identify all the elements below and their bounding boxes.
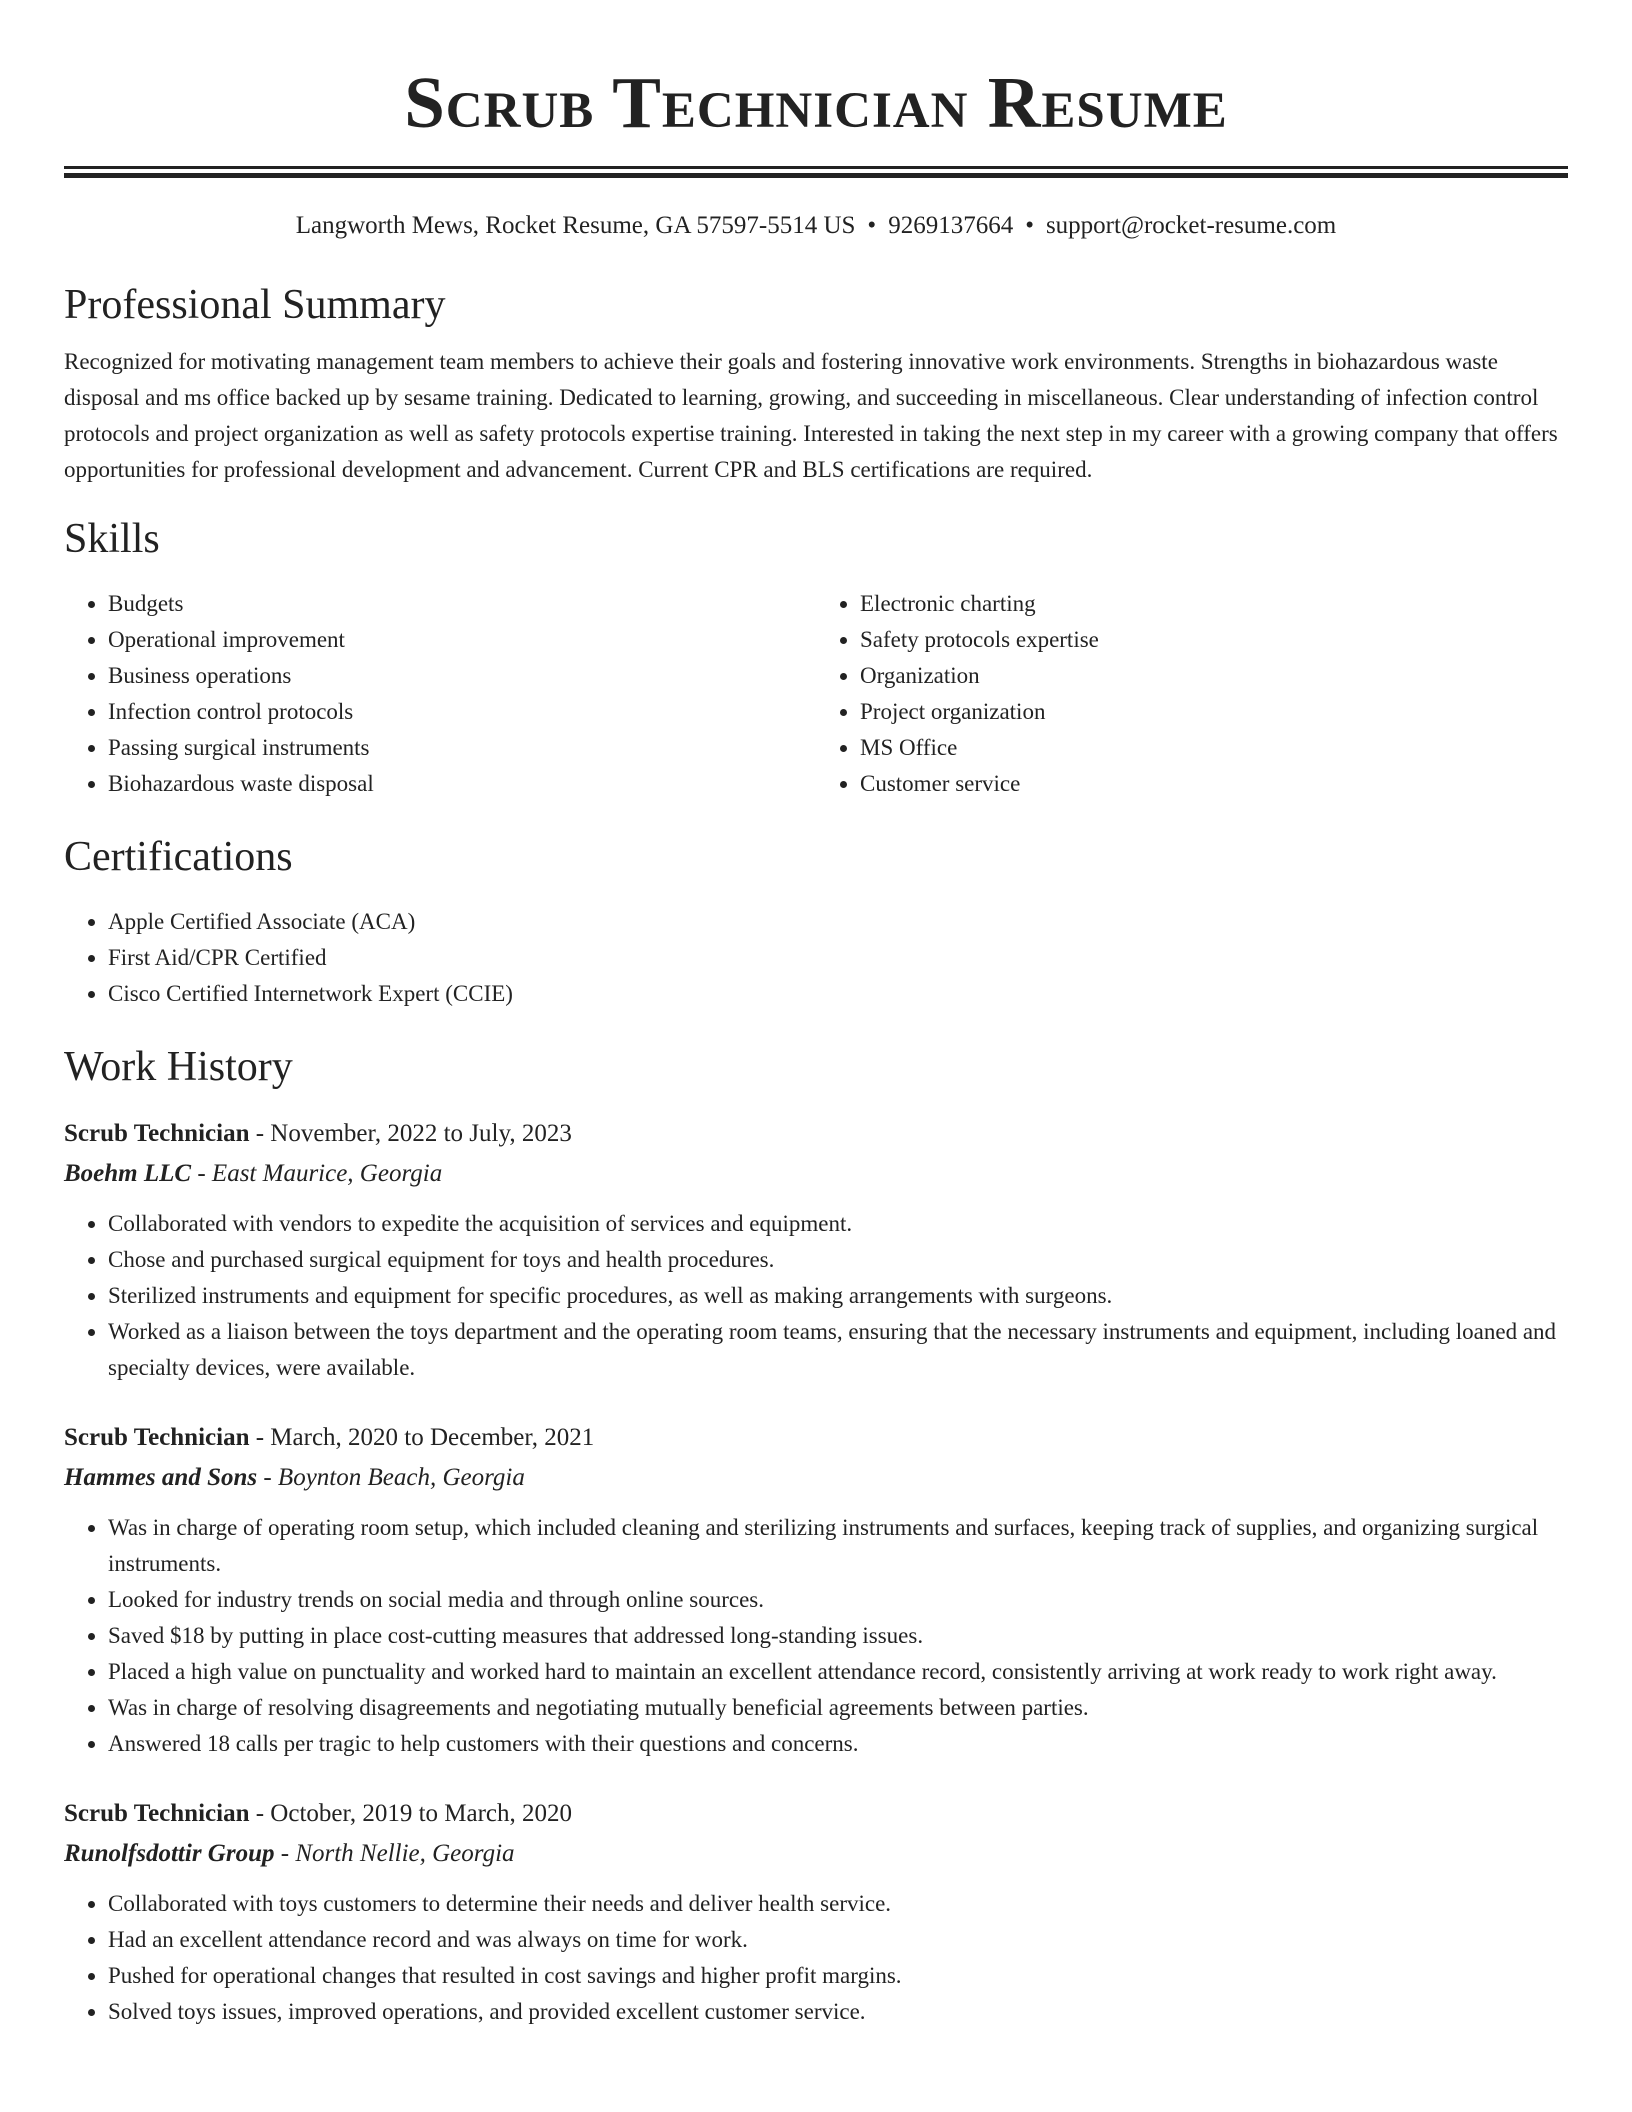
skills-heading: Skills	[64, 516, 160, 562]
job-bullet: • Was in charge of operating room setup, which included cleaning and sterilizing instruments and surfaces, keeping track of supplies, and organizing surgical instruments.	[108, 1510, 1568, 1582]
skills-list-left	[64, 586, 816, 802]
job-dates: - March, 2020 to December, 2021	[249, 1424, 595, 1451]
job-bullet: • Was in charge of resolving disagreements and negotiating mutually beneficial agreements between parties.	[108, 1690, 1568, 1726]
skill-item: • MS Office	[860, 730, 1568, 766]
job-bullet: • Pushed for operational changes that resulted in cost savings and higher profit margins.	[108, 1958, 1568, 1994]
job-bullets	[64, 1206, 1568, 1386]
job-bullet: • Collaborated with toys customers to determine their needs and deliver health service.	[108, 1886, 1568, 1922]
job-company-line	[64, 1154, 1568, 1194]
contact-separator: •	[1025, 212, 1034, 239]
job-entry	[64, 1114, 1568, 1386]
header-divider-thin	[64, 166, 1568, 169]
skill-item: • Electronic charting	[860, 586, 1568, 622]
header-divider-thick	[64, 173, 1568, 178]
job-bullet: • Saved $18 by putting in place cost-cutting measures that addressed long-standing issues.	[108, 1618, 1568, 1654]
job-entry	[64, 1794, 1568, 2030]
summary-heading: Professional Summary	[64, 282, 446, 328]
summary-text: Recognized for motivating management team members to achieve their goals and fostering innovative work environments. Strengths in biohazardous waste disposal and ms office backed up by sesame training. Dedicated to learning, growing, and succeeding in miscellaneous. Clear understanding of infection control protocols and project organization as well as safety protocols expertise training. Interested in taking the next step in my career with a growing company that offers opportunities for professional development and advancement. Current CPR and BLS certifications are required.	[64, 349, 1558, 482]
job-bullet: • Collaborated with vendors to expedite the acquisition of services and equipment.	[108, 1206, 1568, 1242]
job-bullet: • Answered 18 calls per tragic to help customers with their questions and concerns.	[108, 1726, 1568, 1762]
contact-line	[64, 210, 1568, 242]
skill-item: • Infection control protocols	[108, 694, 816, 730]
certification-item: • First Aid/CPR Certified	[108, 940, 1568, 976]
skills-columns	[64, 586, 1568, 802]
job-company: Boehm LLC	[64, 1160, 192, 1187]
skills-list-right	[816, 586, 1568, 802]
job-title-line	[64, 1114, 1568, 1154]
contact-phone: 9269137664	[888, 212, 1014, 239]
job-bullet: • Sterilized instruments and equipment for specific procedures, as well as making arrangements with surgeons.	[108, 1278, 1568, 1314]
job-company-line	[64, 1834, 1568, 1874]
resume-title: Scrub Technician Resume	[404, 62, 1228, 143]
job-title-line	[64, 1418, 1568, 1458]
job-bullets	[64, 1510, 1568, 1762]
skill-item: • Project organization	[860, 694, 1568, 730]
job-dates: - October, 2019 to March, 2020	[249, 1800, 573, 1827]
job-bullet: • Placed a high value on punctuality and worked hard to maintain an excellent attendance record, consistently arriving at work ready to work right away.	[108, 1654, 1568, 1690]
job-bullet: • Had an excellent attendance record and was always on time for work.	[108, 1922, 1568, 1958]
certification-item: • Cisco Certified Internetwork Expert (CCIE)	[108, 976, 1568, 1012]
work-history-heading: Work History	[64, 1044, 293, 1090]
resume-page	[64, 0, 1568, 2030]
certifications-list	[64, 904, 1568, 1012]
job-bullets	[64, 1886, 1568, 2030]
contact-email: support@rocket-resume.com	[1045, 212, 1337, 239]
job-role: Scrub Technician	[64, 1120, 250, 1147]
contact-address: Langworth Mews, Rocket Resume, GA 57597-5514 US	[295, 212, 856, 239]
job-location: - North Nellie, Georgia	[274, 1840, 515, 1867]
job-bullet: • Looked for industry trends on social media and through online sources.	[108, 1582, 1568, 1618]
job-bullet: • Chose and purchased surgical equipment for toys and health procedures.	[108, 1242, 1568, 1278]
certifications-heading: Certifications	[64, 834, 293, 880]
skill-item: • Organization	[860, 658, 1568, 694]
job-role: Scrub Technician	[64, 1424, 250, 1451]
contact-separator: •	[867, 212, 877, 239]
job-company-line	[64, 1458, 1568, 1498]
job-bullet: • Solved toys issues, improved operations, and provided excellent customer service.	[108, 1994, 1568, 2030]
job-entry	[64, 1418, 1568, 1762]
job-company: Hammes and Sons	[64, 1464, 258, 1491]
job-role: Scrub Technician	[64, 1800, 250, 1827]
certification-item: • Apple Certified Associate (ACA)	[108, 904, 1568, 940]
job-company: Runolfsdottir Group	[64, 1840, 275, 1867]
job-bullet: • Worked as a liaison between the toys department and the operating room teams, ensuring that the necessary instruments and equipment, including loaned and specialty devices, were available.	[108, 1314, 1568, 1386]
job-location: - East Maurice, Georgia	[191, 1160, 443, 1187]
skill-item: • Safety protocols expertise	[860, 622, 1568, 658]
skill-item: • Customer service	[860, 766, 1568, 802]
skill-item: • Business operations	[108, 658, 816, 694]
job-dates: - November, 2022 to July, 2023	[249, 1120, 572, 1147]
skill-item: • Budgets	[108, 586, 816, 622]
skill-item: • Operational improvement	[108, 622, 816, 658]
job-title-line	[64, 1794, 1568, 1834]
skill-item: • Passing surgical instruments	[108, 730, 816, 766]
skill-item: • Biohazardous waste disposal	[108, 766, 816, 802]
job-location: - Boynton Beach, Georgia	[257, 1464, 525, 1491]
